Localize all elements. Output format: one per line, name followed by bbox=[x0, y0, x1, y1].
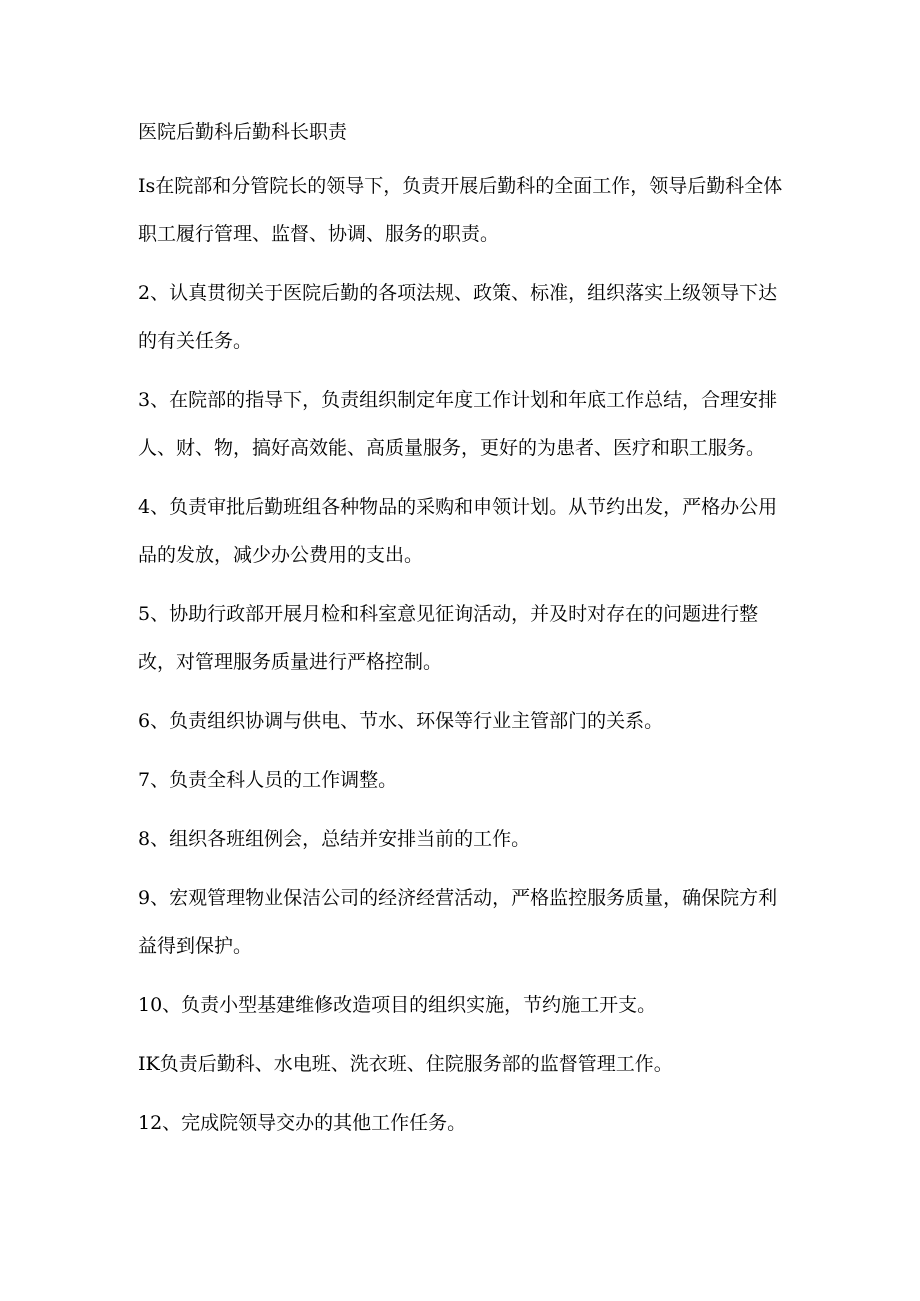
document-body bbox=[138, 116, 788, 1158]
paragraph-11: IK负责后勤科、水电班、洗衣班、住院服务部的监督管理工作。 bbox=[138, 1053, 673, 1075]
paragraph-8: 8、组织各班组例会，总结并安排当前的工作。 bbox=[138, 828, 531, 850]
paragraph-1: Is在院部和分管院长的领导下，负责开展后勤科的全面工作，领导后勤科全体职工履行管理、监督、协调、服务的职责。 bbox=[138, 175, 783, 245]
paragraph-5: 5、协助行政部开展月检和科室意见征询活动，并及时对存在的问题进行整改，对管理服务质量进行严格控制。 bbox=[138, 603, 759, 673]
paragraph-3: 3、在院部的指导下，负责组织制定年度工作计划和年底工作总结，合理安排人、财、物，搞好高效能、高质量服务，更好的为患者、医疗和职工服务。 bbox=[138, 389, 778, 459]
paragraph-12: 12、完成院领导交办的其他工作任务。 bbox=[138, 1112, 467, 1134]
paragraph-10: 10、负责小型基建维修改造项目的组织实施，节约施工开支。 bbox=[138, 994, 657, 1016]
paragraph-9: 9、宏观管理物业保洁公司的经济经营活动，严格监控服务质量，确保院方利益得到保护。 bbox=[138, 887, 778, 957]
document-title: 医院后勤科后勤科长职责 bbox=[138, 121, 348, 143]
paragraph-2: 2、认真贯彻关于医院后勤的各项法规、政策、标准，组织落实上级领导下达的有关任务。 bbox=[138, 282, 778, 352]
paragraph-6: 6、负责组织协调与供电、节水、环保等行业主管部门的关系。 bbox=[138, 710, 664, 732]
paragraph-4: 4、负责审批后勤班组各种物品的采购和申领计划。从节约出发，严格办公用品的发放，减少办公费用的支出。 bbox=[138, 496, 778, 566]
paragraph-7: 7、负责全科人员的工作调整。 bbox=[138, 769, 398, 791]
